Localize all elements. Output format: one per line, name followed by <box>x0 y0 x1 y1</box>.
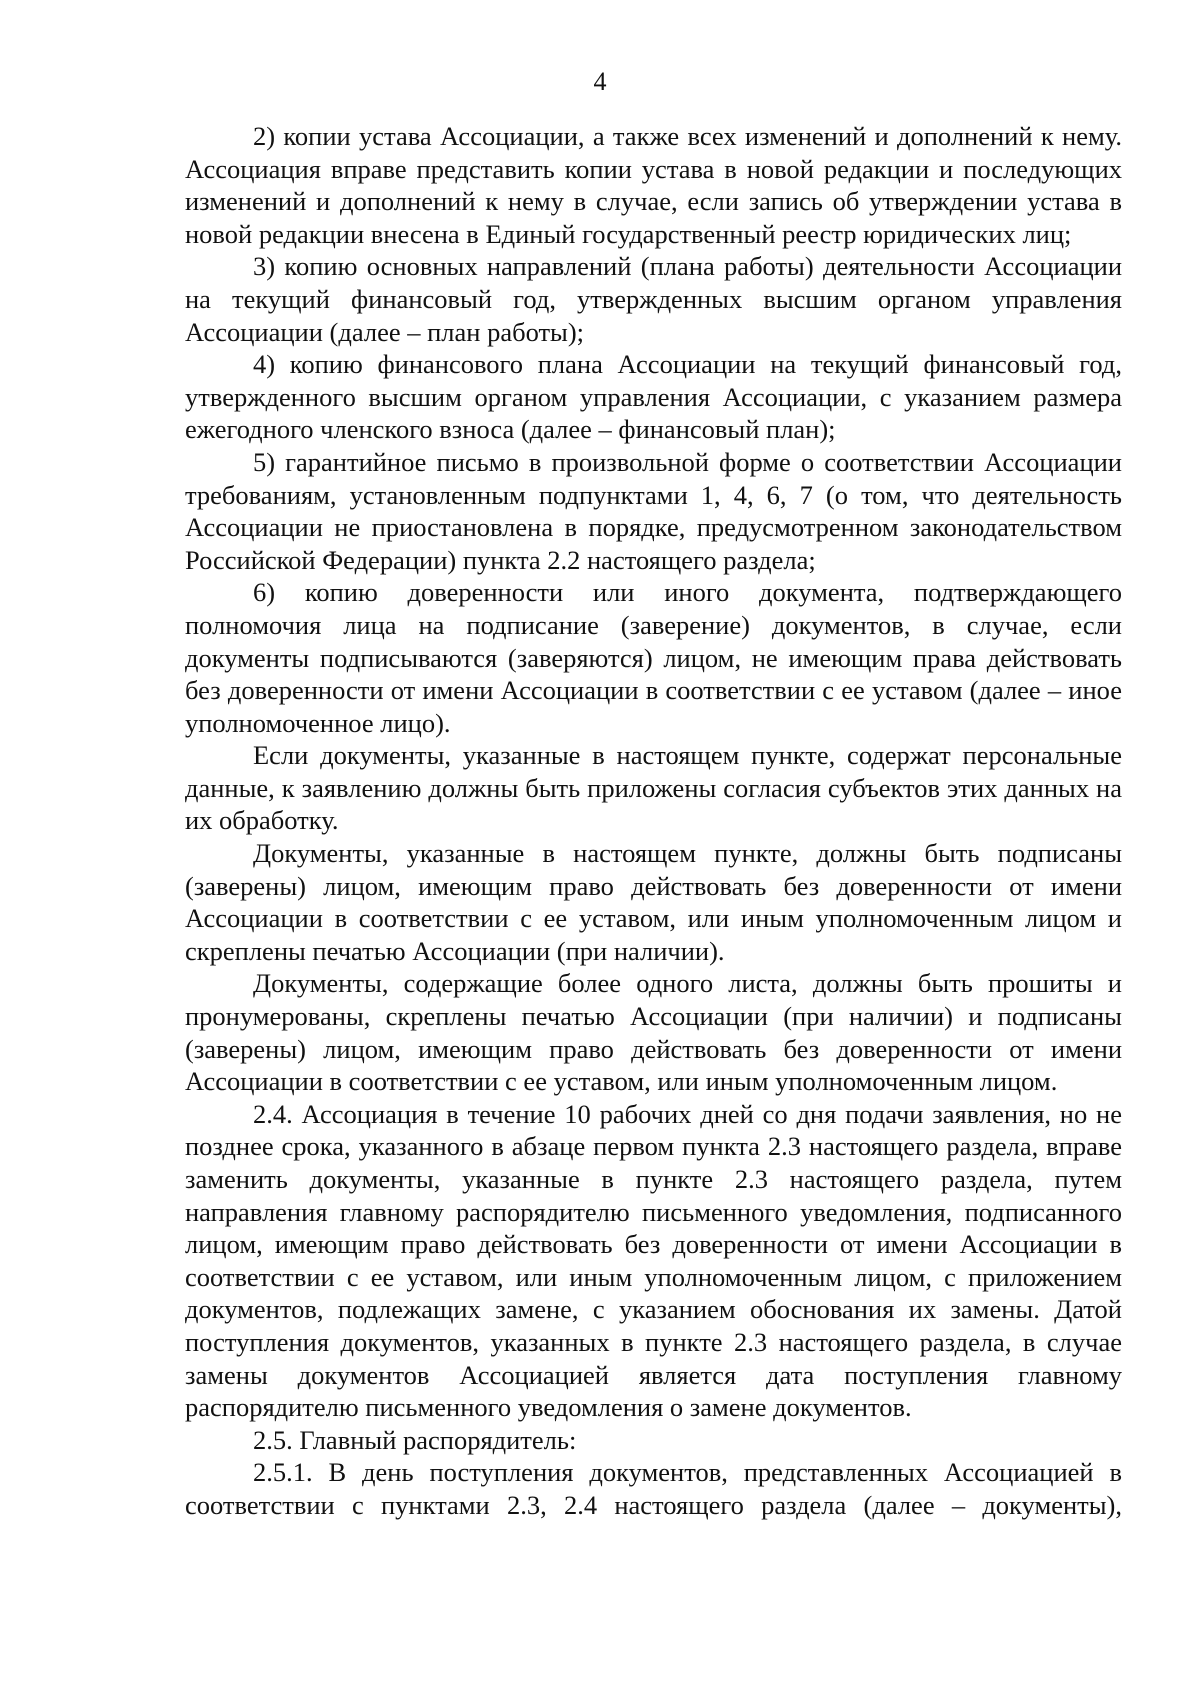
paragraph-2-5-1: 2.5.1. В день поступления документов, представленных Ассоциацией в соответствии с пунктами 2.3, 2.4 настоящего раздела (далее – документы), <box>185 1457 1122 1520</box>
paragraph-2-5: 2.5. Главный распорядитель: <box>253 1424 577 1455</box>
page-number: 4 <box>593 67 607 96</box>
paragraph-item-6: 6) копию доверенности или иного документа, подтверждающего полномочия лица на подписание (заверение) документов, в случае, если документы подписываются (заверяются) лицом, не имеющим права действовать без доверенности от имени Ассоциации в соответствии с ее уставом (далее – иное уполномоченное лицо). <box>185 577 1122 738</box>
paragraph-2-4: 2.4. Ассоциация в течение 10 рабочих дней со дня подачи заявления, но не позднее срока, указанного в абзаце первом пункта 2.3 настоящего раздела, вправе заменить документы, указанные в пункте 2.3 настоящего раздела, путем направления главному распорядителю письменного уведомления, подписанного лицом, имеющим право действовать без доверенности от имени Ассоциации в соответствии с ее уставом, или иным уполномоченным лицом, с приложением документов, подлежащих замене, с указанием обоснования их замены. Датой поступления документов, указанных в пункте 2.3 настоящего раздела, в случае замены документов Ассоциацией является дата поступления главному распорядителю письменного уведомления о замене документов. <box>185 1098 1122 1423</box>
paragraph-item-2: 2) копии устава Ассоциации, а также всех изменений и дополнений к нему. Ассоциация вправе представить копии устава в новой редакции и последующих изменений и дополнений к нему в случае, если запись об утверждении устава в новой редакции внесена в Единый государственный реестр юридических лиц; <box>185 121 1122 249</box>
paragraph-binding: Документы, содержащие более одного листа, должны быть прошиты и пронумерованы, скреплены печатью Ассоциации (при наличии) и подписаны (заверены) лицом, имеющим право действовать без доверенности от имени Ассоциации в соответствии с ее уставом, или иным уполномоченным лицом. <box>185 968 1122 1097</box>
paragraph-item-5: 5) гарантийное письмо в произвольной форме о соответствии Ассоциации требованиям, установленным подпунктами 1, 4, 6, 7 (о том, что деятельность Ассоциации не приостановлена в порядке, предусмотренном законодательством Российской Федерации) пункта 2.2 настоящего раздела; <box>185 446 1122 575</box>
paragraph-signing: Документы, указанные в настоящем пункте, должны быть подписаны (заверены) лицом, имеющим право действовать без доверенности от имени Ассоциации в соответствии с ее уставом, или иным уполномоченным лицом и скреплены печатью Ассоциации (при наличии). <box>185 838 1122 966</box>
paragraph-personal-data: Если документы, указанные в настоящем пункте, содержат персональные данные, к заявлению должны быть приложены согласия субъектов этих данных на их обработку. <box>185 740 1122 836</box>
paragraph-item-3: 3) копию основных направлений (плана работы) деятельности Ассоциации на текущий финансовый год, утвержденных высшим органом управления Ассоциации (далее – план работы); <box>185 251 1122 347</box>
document-body <box>185 120 1122 1522</box>
paragraph-item-4: 4) копию финансового плана Ассоциации на текущий финансовый год, утвержденного высшим органом управления Ассоциации, с указанием размера ежегодного членского взноса (далее – финансовый план); <box>185 349 1122 445</box>
